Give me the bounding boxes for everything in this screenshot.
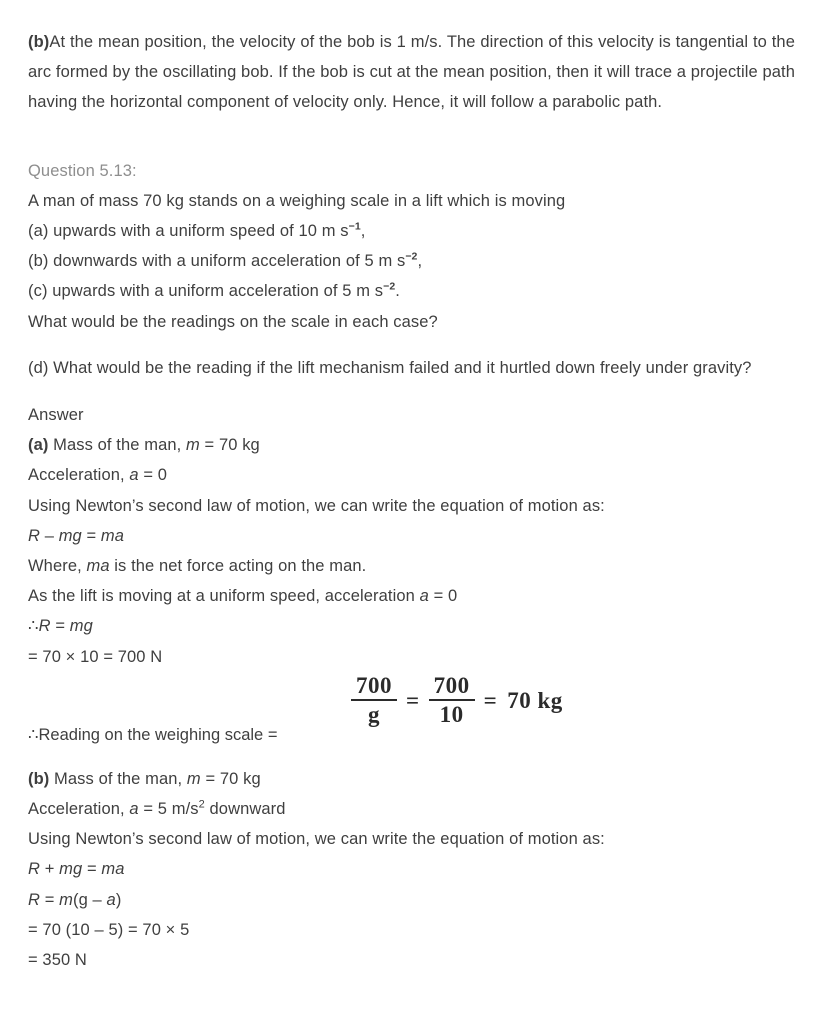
answer-a-acceleration — [28, 460, 795, 490]
intro-marker: (b) — [28, 32, 50, 51]
spacer — [28, 134, 795, 156]
fraction-2-denominator: 10 — [439, 702, 464, 727]
eq-a1-R: R — [28, 526, 41, 545]
answer-a-mass-post: = 70 kg — [199, 436, 260, 455]
question-heading: Question 5.13: — [28, 161, 137, 180]
eq-b1-eq: = — [82, 860, 102, 879]
fraction-1-denominator: g — [368, 702, 380, 727]
equals-sign-1: = — [406, 687, 420, 713]
question-stem: A man of mass 70 kg stands on a weighing scale in a lift which is moving — [28, 191, 566, 210]
eq-a1-minus: – — [40, 526, 59, 545]
eq-a2-mg: mg — [69, 617, 93, 636]
netforce-pre: Where, — [28, 557, 87, 576]
answer-a-accel-var: a — [129, 466, 139, 485]
answer-b-mass-pre: Mass of the man, — [49, 769, 187, 788]
option-a-label: (a) upwards with a uniform speed of 10 m s — [28, 222, 349, 241]
question-option-c — [28, 276, 795, 306]
option-c-label: (c) upwards with a uniform acceleration of 5 m s — [28, 282, 384, 301]
answer-b-mass-post: = 70 kg — [200, 769, 261, 788]
uniform-var: a — [419, 587, 429, 606]
eq-a2-R: R — [38, 617, 51, 636]
answer-b-accel-post: = 5 m/s — [138, 800, 199, 819]
answer-b-substitution: = 70 (10 – 5) = 70 × 5 — [28, 920, 190, 939]
answer-heading: Answer — [28, 406, 84, 425]
option-c-tail: . — [395, 282, 400, 301]
answer-b-mass — [28, 764, 795, 794]
answer-b-mass-var: m — [186, 769, 201, 788]
question-option-a — [28, 216, 795, 246]
fraction-700-over-10 — [426, 674, 478, 727]
answer-a-newton-law: Using Newton’s second law of motion, we can write the equation of motion as: — [28, 496, 605, 515]
answer-a-accel-post: = 0 — [138, 466, 168, 485]
eq-b1-plus: + — [40, 860, 60, 879]
eq-b1-mg: mg — [59, 860, 83, 879]
answer-a-mass-var: m — [186, 436, 200, 455]
answer-b-accel-tail: downward — [204, 800, 286, 819]
eq-a1-eq: = — [81, 526, 101, 545]
answer-a-marker: (a) — [28, 436, 49, 455]
answer-a-reading-row — [28, 672, 795, 764]
math-result: 70 kg — [507, 687, 563, 713]
answer-a-R-equals-mg — [28, 611, 795, 641]
answer-a-mass-pre: Mass of the man, — [48, 436, 186, 455]
reading-leadin: ∴Reading on the weighing scale = — [28, 725, 278, 744]
option-b-tail: , — [417, 252, 423, 271]
question-ask: What would be the readings on the scale in each case? — [28, 312, 438, 331]
answer-b-result: = 350 N — [28, 951, 87, 970]
netforce-post: is the net force acting on the man. — [109, 557, 367, 576]
answer-b-accel-exponent: 2 — [198, 798, 205, 811]
answer-a-accel-pre: Acceleration, — [28, 466, 130, 485]
uniform-pre: As the lift is moving at a uniform speed, acceleration — [28, 587, 420, 606]
answer-a-uniform-speed — [28, 581, 795, 611]
option-c-exponent: −2 — [383, 280, 396, 293]
netforce-var: ma — [86, 557, 110, 576]
intro-text: At the mean position, the velocity of the bob is 1 m/s. The direction of this velocity is tangential to the arc formed by the oscillating bob. If the bob is cut at the mean position, then it will trace a projectile path having the horizontal component of velocity only. Hence, it will follow a parabolic path. — [28, 32, 795, 111]
answer-b-accel-pre: Acceleration, — [28, 800, 130, 819]
eq-a2-eq: = — [50, 617, 70, 636]
eq-a1-ma: ma — [100, 526, 125, 545]
eq-b2-close: ) — [115, 890, 122, 909]
eq-b1-R: R — [28, 860, 41, 879]
fraction-700-over-g — [348, 674, 400, 727]
eq-b2-eq: = — [40, 890, 60, 909]
answer-b-newton-law: Using Newton’s second law of motion, we can write the equation of motion as: — [28, 830, 605, 849]
equals-sign-2: = — [483, 687, 498, 713]
answer-b-marker: (b) — [28, 769, 50, 788]
question-option-b — [28, 246, 795, 276]
eq-a1-mg: mg — [58, 526, 82, 545]
answer-a-equation-1 — [28, 521, 795, 551]
answer-b-acceleration — [28, 794, 795, 824]
eq-b2-R: R — [28, 890, 41, 909]
answer-b-accel-var: a — [129, 800, 139, 819]
answer-b-equation-2 — [28, 885, 795, 915]
intro-paragraph — [28, 27, 795, 118]
option-b-label: (b) downwards with a uniform acceleration of 5 m s — [28, 252, 406, 271]
uniform-post: = 0 — [428, 587, 458, 606]
eq-b2-open: (g – — [73, 890, 107, 909]
fraction-2-numerator: 700 — [433, 672, 470, 698]
eq-b2-a: a — [106, 890, 116, 909]
question-part-d: (d) What would be the reading if the lift mechanism failed and it hurtled down freely under gravity? — [28, 359, 752, 378]
answer-a-net-force — [28, 551, 795, 581]
option-a-tail: , — [360, 222, 366, 241]
therefore-symbol: ∴ — [28, 617, 39, 636]
answer-a-mass — [28, 430, 795, 460]
eq-b1-ma: ma — [101, 860, 125, 879]
eq-b2-m: m — [59, 890, 73, 909]
option-a-exponent: −1 — [348, 220, 361, 233]
reading-math-expression — [348, 674, 563, 727]
fraction-1-numerator: 700 — [356, 672, 392, 698]
option-b-exponent: −2 — [405, 250, 418, 263]
answer-a-result-newtons: = 70 × 10 = 700 N — [28, 647, 163, 666]
answer-b-equation-1 — [28, 854, 795, 884]
